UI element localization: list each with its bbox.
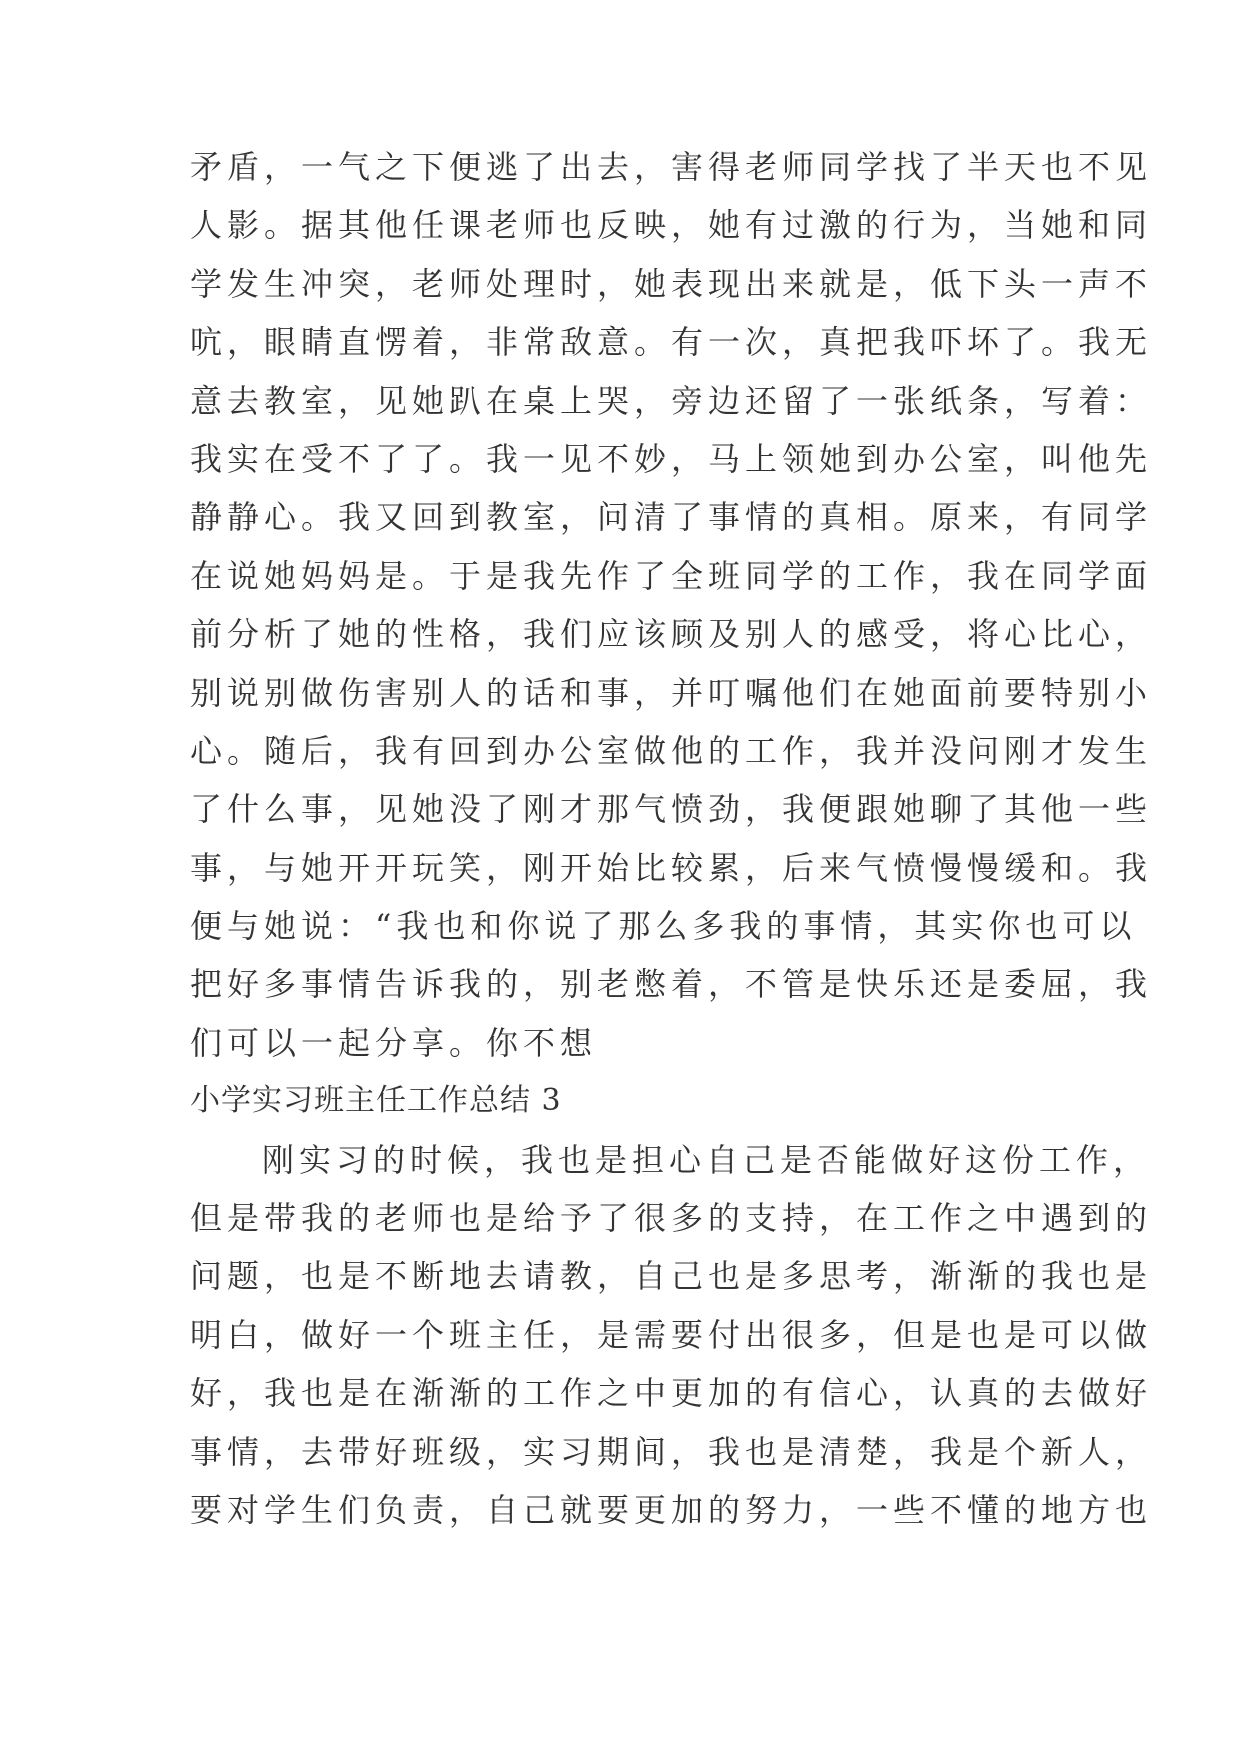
text-line: 事，与她开开玩笑，刚开始比较累，后来气愤慢慢缓和。我	[190, 848, 1153, 887]
text-line: 要对学生们负责，自己就要更加的努力，一些不懂的地方也	[190, 1490, 1153, 1529]
text-line: 问题，也是不断地去请教，自己也是多思考，渐渐的我也是	[190, 1257, 1153, 1296]
text-line: 但是带我的老师也是给予了很多的支持，在工作之中遇到的	[190, 1199, 1153, 1238]
text-line: 我实在受不了了。我一见不妙，马上领她到办公室，叫他先	[190, 439, 1153, 478]
text-line: 明白，做好一个班主任，是需要付出很多，但是也是可以做	[190, 1315, 1153, 1354]
text-line: 心。随后，我有回到办公室做他的工作，我并没问刚才发生	[190, 731, 1153, 770]
text-line: 刚实习的时候，我也是担心自己是否能做好这份工作，	[262, 1140, 1151, 1179]
text-line: 矛盾，一气之下便逃了出去，害得老师同学找了半天也不见	[190, 148, 1153, 186]
text-line: 把好多事情告诉我的，别老憋着，不管是快乐还是委屈，我	[190, 965, 1153, 1004]
text-line: 便与她说：“我也和你说了那么多我的事情，其实你也可以	[190, 907, 1137, 946]
text-line: 意去教室，见她趴在桌上哭，旁边还留了一张纸条，写着：	[190, 381, 1153, 420]
text-line: 学发生冲突，老师处理时，她表现出来就是，低下头一声不	[190, 264, 1153, 303]
text-line: 别说别做伤害别人的话和事，并叮嘱他们在她面前要特别小	[190, 673, 1153, 712]
text-line: 在说她妈妈是。于是我先作了全班同学的工作，我在同学面	[190, 556, 1153, 595]
text-line: 们可以一起分享。你不想	[190, 1023, 598, 1062]
text-line: 了什么事，见她没了刚才那气愤劲，我便跟她聊了其他一些	[190, 790, 1153, 829]
text-line: 静静心。我又回到教室，问清了事情的真相。原来，有同学	[190, 498, 1153, 537]
section-title: 小学实习班主任工作总结 3	[190, 1083, 562, 1119]
document-body	[190, 138, 1153, 1539]
paragraph-2	[190, 1131, 1153, 1540]
text-line: 事情，去带好班级，实习期间，我也是清楚，我是个新人，	[190, 1432, 1153, 1471]
text-line: 前分析了她的性格，我们应该顾及别人的感受，将心比心，	[190, 615, 1153, 654]
text-line: 好，我也是在渐渐的工作之中更加的有信心，认真的去做好	[190, 1374, 1153, 1413]
paragraph-1	[190, 138, 1153, 1072]
text-line: 吭，眼睛直愣着，非常敌意。有一次，真把我吓坏了。我无	[190, 323, 1153, 362]
text-line: 人影。据其他任课老师也反映，她有过激的行为，当她和同	[190, 206, 1153, 245]
